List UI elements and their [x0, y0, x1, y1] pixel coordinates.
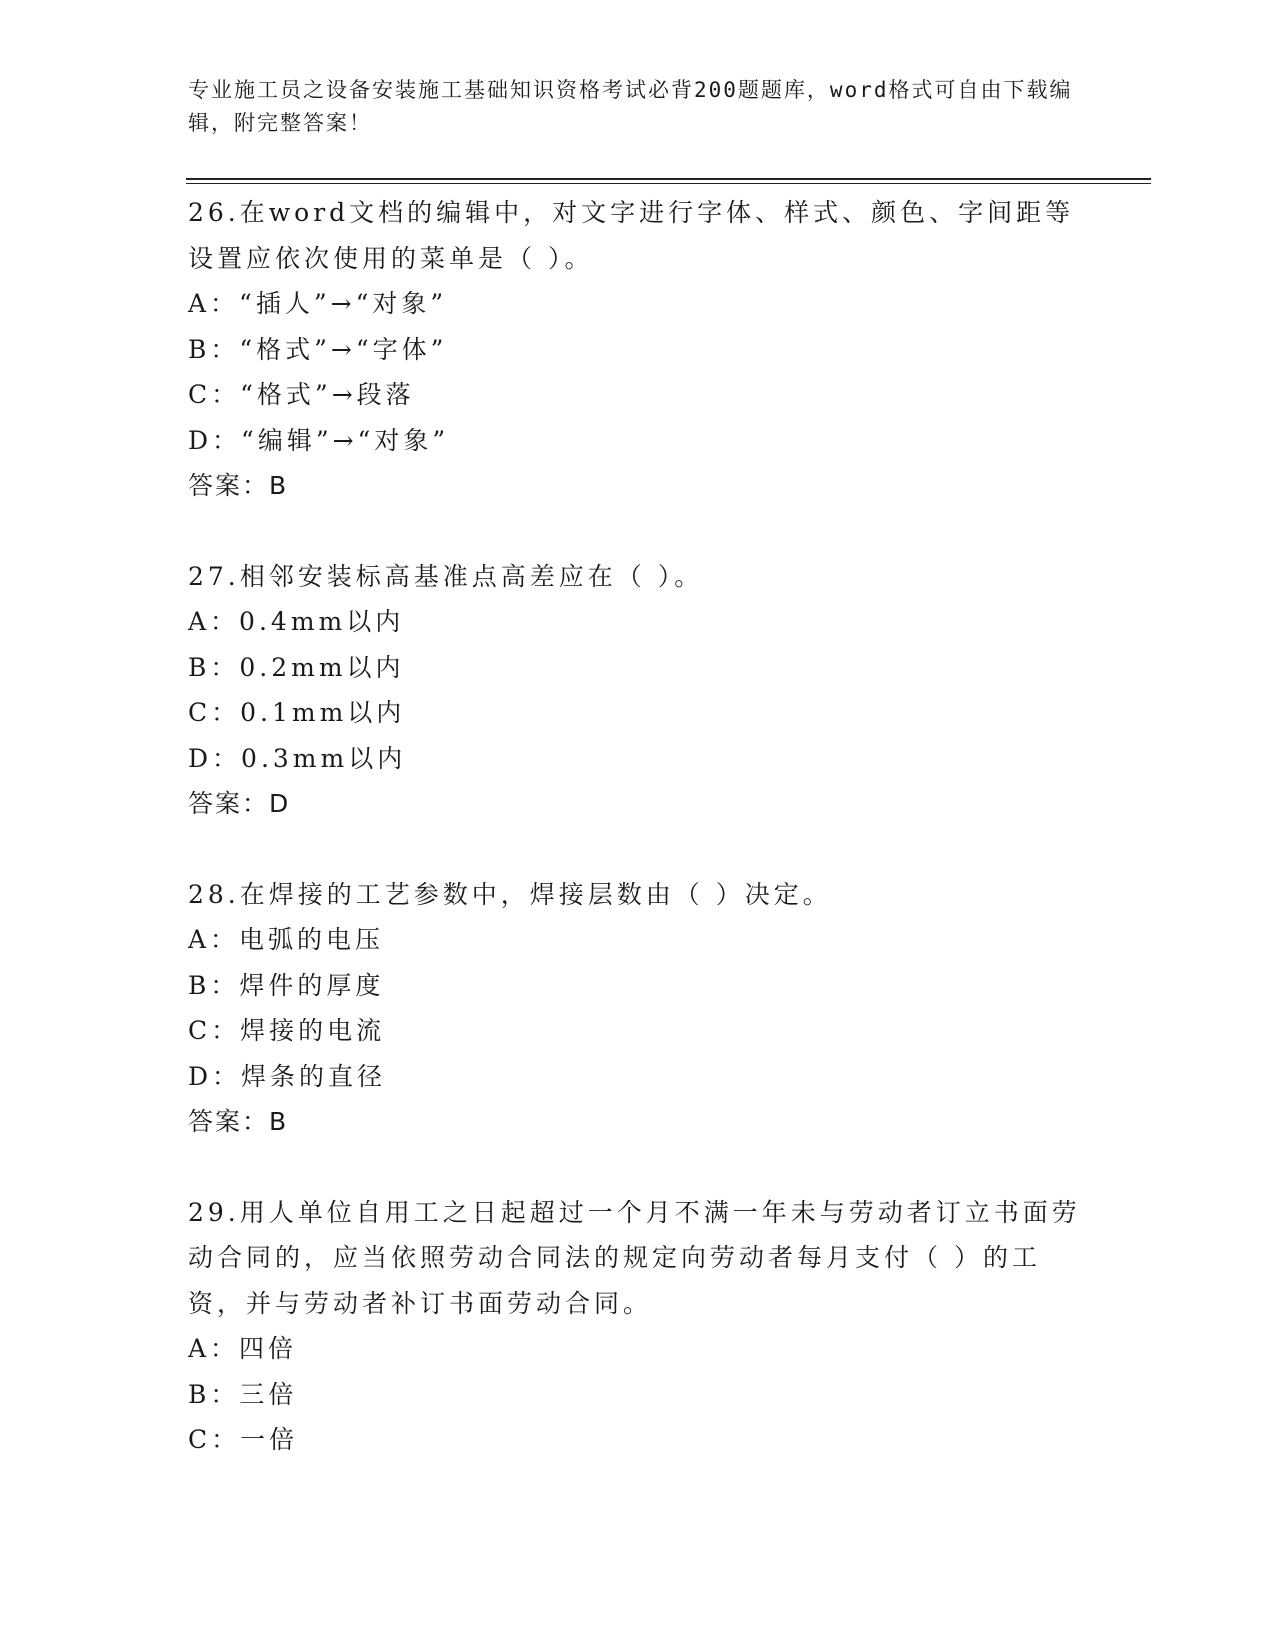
question-28 — [188, 872, 1088, 1145]
option-a: A：0.4mm以内 — [188, 607, 405, 636]
option-c: C：0.1mm以内 — [188, 698, 406, 727]
answer-line: 答案：D — [188, 789, 291, 818]
answer-line: 答案：B — [188, 1107, 289, 1136]
option-c: C：一倍 — [188, 1425, 299, 1454]
answer-line: 答案：B — [188, 471, 289, 500]
option-a: A：“插人”→“对象” — [188, 289, 448, 318]
document-header: 专业施工员之设备安装施工基础知识资格考试必背200题题库，word格式可自由下载编辑，附完整答案！ — [188, 78, 1073, 135]
question-list — [188, 190, 1088, 1463]
option-b: B：三倍 — [188, 1379, 298, 1409]
option-a: A：电弧的电压 — [188, 925, 385, 954]
option-b: B：“格式”→“字体” — [188, 334, 448, 364]
question-text: 28.在焊接的工艺参数中，焊接层数由（ ）决定。 — [188, 879, 832, 909]
option-d: D：焊条的直径 — [188, 1061, 387, 1091]
option-d: D：0.3mm以内 — [188, 743, 407, 773]
header-divider-thin — [186, 183, 1151, 184]
question-text: 29.用人单位自用工之日起超过一个月不满一年未与劳动者订立书面劳动合同的，应当依照劳动合同法的规定向劳动者每月支付（ ）的工资，并与劳动者补订书面劳动合同。 — [188, 1197, 1081, 1318]
question-text: 26.在word文档的编辑中，对文字进行字体、样式、颜色、字间距等设置应依次使用的菜单是（ ）。 — [188, 198, 1075, 273]
option-b: B：焊件的厚度 — [188, 970, 385, 1000]
question-27 — [188, 554, 1088, 827]
question-29 — [188, 1190, 1088, 1463]
question-26 — [188, 190, 1088, 509]
question-text: 27.相邻安装标高基准点高差应在（ ）。 — [188, 561, 704, 591]
option-b: B：0.2mm以内 — [188, 652, 405, 682]
option-c: C：焊接的电流 — [188, 1016, 386, 1045]
header-divider — [186, 178, 1151, 180]
option-a: A：四倍 — [188, 1334, 298, 1363]
option-d: D：“编辑”→“对象” — [188, 425, 450, 455]
option-c: C：“格式”→段落 — [188, 380, 415, 409]
